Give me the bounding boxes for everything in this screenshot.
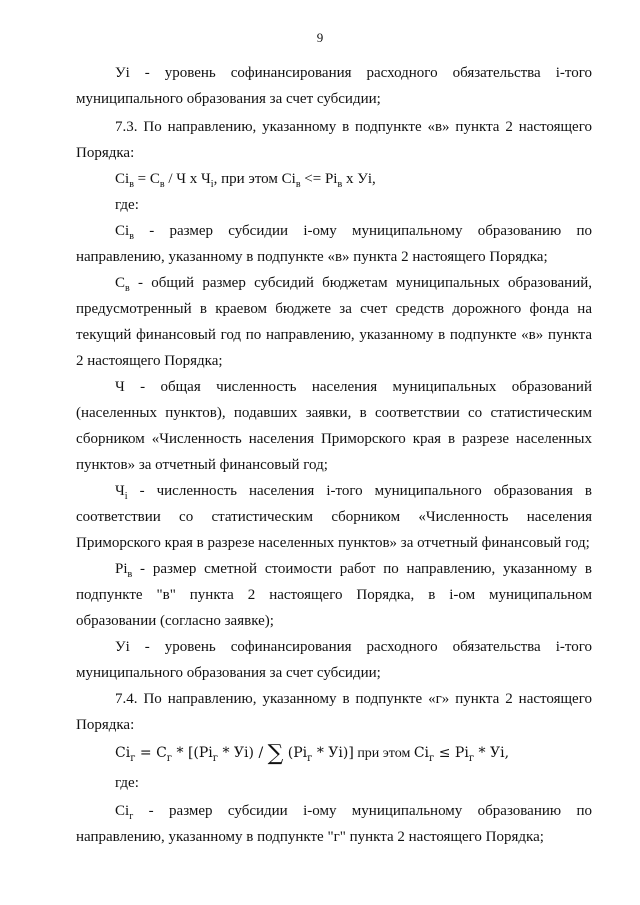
text-line: сборником «Численность населения Приморского края в разрезе населенных [76, 431, 592, 447]
text-line: $Ч_i$ - численность населения i-того муниципального образования в [115, 483, 592, 502]
text-line: Порядка: [76, 717, 135, 733]
text-line: подпункте "в" пункта 2 настоящего Порядка, в i-ом муниципальном [76, 587, 592, 603]
text-line: (населенных пунктов), подавших заявки, в соответствии со статистическим [76, 405, 592, 421]
formula-g: $Ci_г = C_г * [(Pi_г * Уi)$ / ∑ $(Pi_г * Уi)$] при этом $Ci_г \le Pi_г$ * Уi, [115, 741, 510, 766]
text-line: 7.4. По направлению, указанному в подпункте «г» пункта 2 настоящего [115, 691, 592, 707]
text-line: Приморского края в разрезе населенных пунктов» за отчетный финансовый год; [76, 535, 590, 551]
formula-c: $Ci_в = C_в / Ч$ х $Ч_i$, при этом $Ci_в <= Pi_в$ х Уi, [115, 171, 376, 190]
text-line: направлению, указанному в подпункте «в» пункта 2 настоящего Порядка; [76, 249, 548, 265]
page-number: 9 [316, 30, 324, 45]
text-line: где: [115, 197, 139, 213]
text-line: муниципального образования за счет субсидии; [76, 665, 381, 681]
text-line: 2 настоящего Порядка; [76, 353, 223, 369]
text-line: $C_в$ - общий размер субсидий бюджетам муниципальных образований, [115, 275, 592, 294]
text-line: текущий финансовый год по направлению, указанному в подпункте «в» пункта [76, 327, 592, 343]
text-line: пунктов» за отчетный финансовый год; [76, 457, 328, 473]
text-line: Ч - общая численность населения муниципальных образований [115, 379, 592, 395]
text-line: где: [115, 775, 139, 791]
text-line: соответствии со статистическим сборником «Численность населения [76, 509, 592, 525]
text-line: 7.3. По направлению, указанному в подпункте «в» пункта 2 настоящего [115, 119, 592, 135]
text-line: $Ci_г$ - размер субсидии i-ому муниципальному образованию по [115, 803, 592, 822]
text-line: направлению, указанному в подпункте "г" пункта 2 настоящего Порядка; [76, 829, 544, 845]
text-line: муниципального образования за счет субсидии; [76, 91, 381, 107]
text-line: $Ci_в$ - размер субсидии i-ому муниципальному образованию по [115, 223, 592, 242]
text-line: Порядка: [76, 145, 135, 161]
text-line: $Pi_в$ - размер сметной стоимости работ по направлению, указанному в [115, 561, 592, 580]
text-line: Уi - уровень софинансирования расходного обязательства i-того [115, 639, 592, 655]
text-line: образовании (согласно заявке); [76, 613, 274, 629]
text-line: Уi - уровень софинансирования расходного обязательства i-того [115, 65, 592, 81]
text-line: предусмотренный в краевом бюджете за счет средств дорожного фонда на [76, 301, 592, 317]
